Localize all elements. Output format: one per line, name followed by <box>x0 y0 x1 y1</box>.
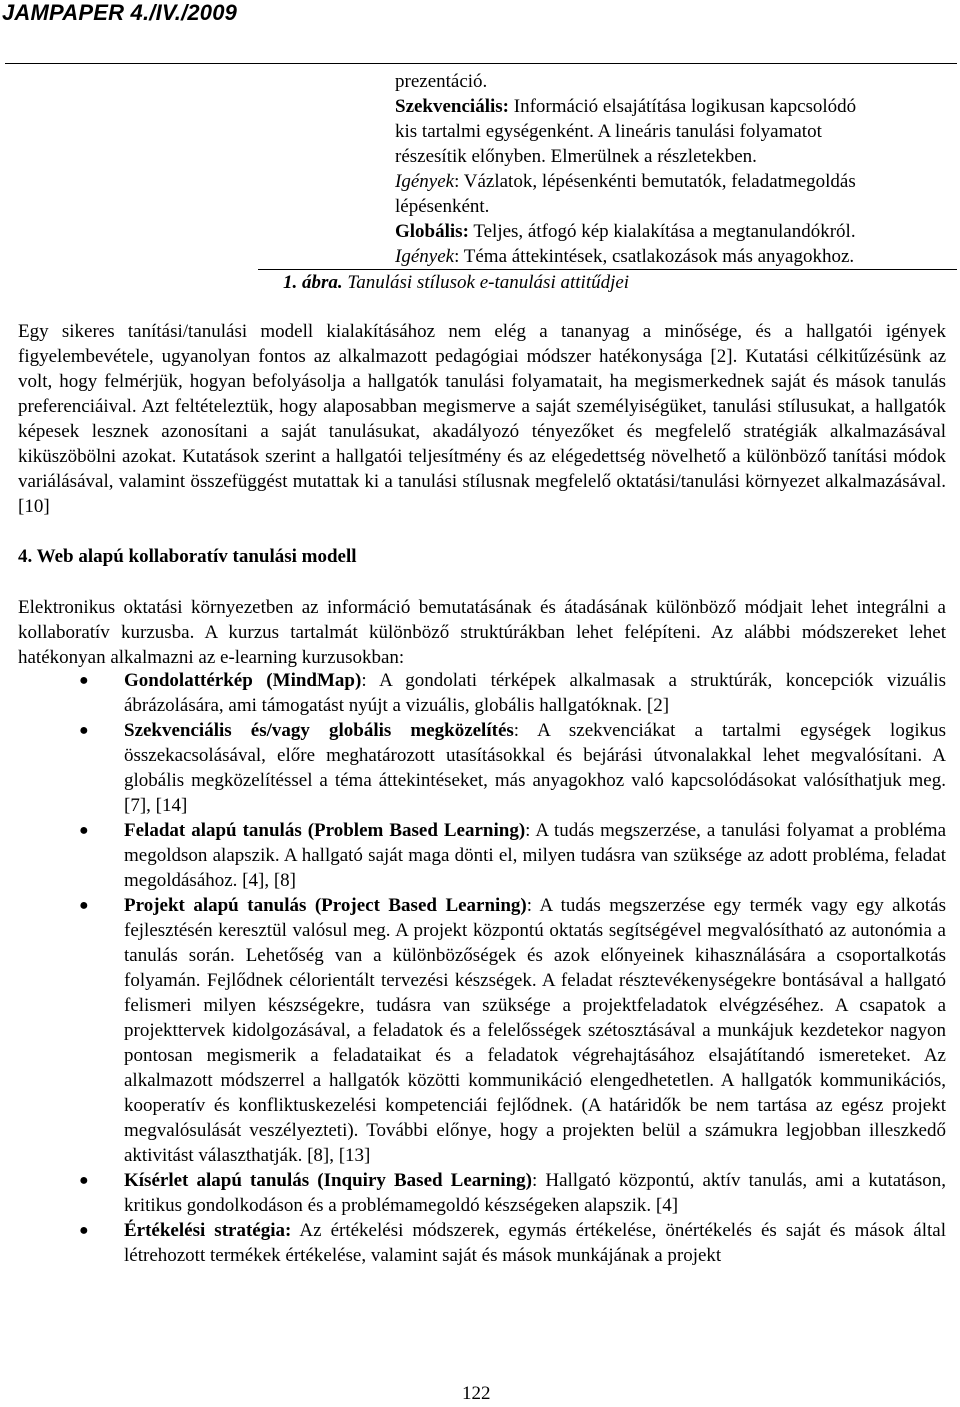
header-divider <box>5 63 957 64</box>
bullet-icon: ● <box>79 1172 89 1189</box>
caption-text: Tanulási stílusok e-tanulási attitűdjei <box>347 272 630 293</box>
bullet-icon: ● <box>79 897 89 914</box>
list-item <box>79 718 946 818</box>
figure-learning-styles <box>395 69 955 269</box>
figure-caption <box>283 272 629 294</box>
method-text: : A gondolati térképek alkalmasak a struktúrák, koncepciók vizuális ábrázolására, ami támogatást nyújt a vizuális, globális hallgatóknak. [2] <box>124 670 946 716</box>
list-item <box>79 893 946 1168</box>
method-text: : A tudás megszerzése egy termék vagy egy alkotás fejlesztésén keresztül valósul meg. A projekt központú oktatás segítségével megvalósítható az autonómia a tanulás során. Lehetőség van a különbözőségek és azok előnyeinek kihasználására a csoportalkotás folyamán. Fejlődnek célorientált tervezési készségek. A feladat résztevékenységekre bontásával a hallgató felismeri milyen készségekre, tudásra van szüksége a projektfeladatok elvégzéséhez. A csapatok a projekttervek kidolgozásával, a feladatok és a felelősségek szétosztásával a munkájuk kezdetekor nagyon pontosan megismerik a feladataikat és a feladatok végrehajtásához elsajátítandó ismereteket. Az alkalmazott módszerrel a hallgatók közötti kommunikáció elengedhetetlen. A hallgatók kommunikációs, kooperatív és konfliktuskezelési kompetenciái fejlődnek. (A határidők be nem tartása az egész projekt megvalósulását veszélyezteti). További előnye, hogy a projekten belül a számukra legjobban illeszkedő aktivitást választhatják. [8], [13] <box>124 895 946 1166</box>
caption-label: 1. ábra. <box>283 272 343 293</box>
method-term: Gondolattérkép (MindMap) <box>124 670 362 691</box>
paragraph-methods-intro: Elektronikus oktatási környezetben az információ bemutatásának és átadásának különböző módjait lehet integrálni a kollaboratív kurzusba. A kurzus tartalmát különböző struktúrákban lehet felépíteni. Az alábbi módszereket lehet hatékonyan alkalmazni az e-learning kurzusokban: <box>18 597 946 668</box>
bullet-icon: ● <box>79 722 89 739</box>
figure-line <box>395 219 955 244</box>
method-term: Értékelési stratégia: <box>124 1220 292 1241</box>
method-list <box>79 668 947 1268</box>
global-text: Teljes, átfogó kép kialakítása a megtanulandókról. <box>473 221 856 242</box>
list-item <box>79 818 947 893</box>
figure-line: lépésenként. <box>395 196 490 217</box>
method-term: Kísérlet alapú tanulás (Inquiry Based Learning) <box>124 1170 532 1191</box>
method-term: Feladat alapú tanulás (Problem Based Learning) <box>124 820 526 841</box>
list-item <box>79 668 946 718</box>
figure-line: részesítik előnyben. Elmerülnek a részletekben. <box>395 146 757 167</box>
method-term: Projekt alapú tanulás (Project Based Learning) <box>124 895 527 916</box>
figure-line <box>395 169 955 194</box>
journal-header-title: JAMPAPER 4./IV./2009 <box>2 0 238 25</box>
needs-label: Igények <box>395 246 455 267</box>
bullet-icon: ● <box>79 1222 89 1239</box>
method-text: : A szekvenciákat a tartalmi egységek logikus összekacsolásával, előre meghatározott utasításokkal és bejárási útvonalakkal lehet megvalósítani. A globális megközelítéssel a téma áttekintéseket, más anyagokhoz való kapcsolódásokat valósíthatjuk meg. [7], [14] <box>124 720 946 816</box>
method-text: : A tudás megszerzése, a tanulási folyamat a probléma megoldson alapszik. A hallgató saját maga dönti el, milyen tudásra van szüksége az adott probléma, feladat megoldásához. [4], [8] <box>124 820 947 891</box>
page-number: 122 <box>462 1383 491 1404</box>
needs-label: Igények <box>395 171 455 192</box>
bullet-icon: ● <box>79 822 89 839</box>
list-item <box>79 1168 946 1218</box>
section-heading: 4. Web alapú kollaboratív tanulási modell <box>18 546 357 567</box>
figure-divider <box>258 269 957 270</box>
global-label: Globális: <box>395 221 469 242</box>
needs-text: : Téma áttekintések, csatlakozások más anyagokhoz. <box>454 246 855 267</box>
sequential-label: Szekvenciális: <box>395 96 509 117</box>
bullet-icon: ● <box>79 672 89 689</box>
sequential-text: Információ elsajátítása logikusan kapcsolódó <box>513 96 857 117</box>
figure-line <box>395 94 955 119</box>
figure-line: kis tartalmi egységenként. A lineáris tanulási folyamatot <box>395 121 822 142</box>
needs-text: : Vázlatok, lépésenkénti bemutatók, feladatmegoldás <box>454 171 856 192</box>
method-text: : Hallgató központú, aktív tanulás, ami a kutatáson, kritikus gondolkodáson és a problémamegoldó készségeken alapszik. [4] <box>124 1170 946 1216</box>
figure-line <box>395 244 955 269</box>
method-term: Szekvenciális és/vagy globális megközelítés <box>124 720 514 741</box>
figure-line: prezentáció. <box>395 71 488 92</box>
list-item <box>79 1218 946 1268</box>
method-text: Az értékelési módszerek, egymás értékelése, önértékelés és saját és mások által létrehozott termékek értékelése, valamint saját és mások munkájának a projekt <box>124 1220 946 1266</box>
paragraph-intro: Egy sikeres tanítási/tanulási modell kialakításához nem elég a tananyag a minősége, és a hallgatói igények figyelembevétele, ugyanolyan fontos az alkalmazott pedagógiai módszer hatékonysága [2]. Kutatási célkitűzésünk az volt, hogy felmérjük, hogyan befolyásolja a hallgatók tanulási folyamatait, ha megismerkednek saját és mások tanulás preferenciáival. Azt feltételeztük, hogy alaposabban megismerve a saját személyiségüket, tanulási stílusukat, a hallgatók képesek lesznek azonosítani a saját tanulásukat, akadályozó tényezőket és megfelelő stratégiák alkalmazásával kiküszöbölni azokat. Kutatások szerint a hallgatói teljesítmény és az elégedettség növelhető a különböző tanítási módok variálásával, valamint összefüggést mutattak ki a tanulási stílusnak megfelelő oktatási/tanulási környezet alkalmazásával. [10] <box>18 321 946 517</box>
